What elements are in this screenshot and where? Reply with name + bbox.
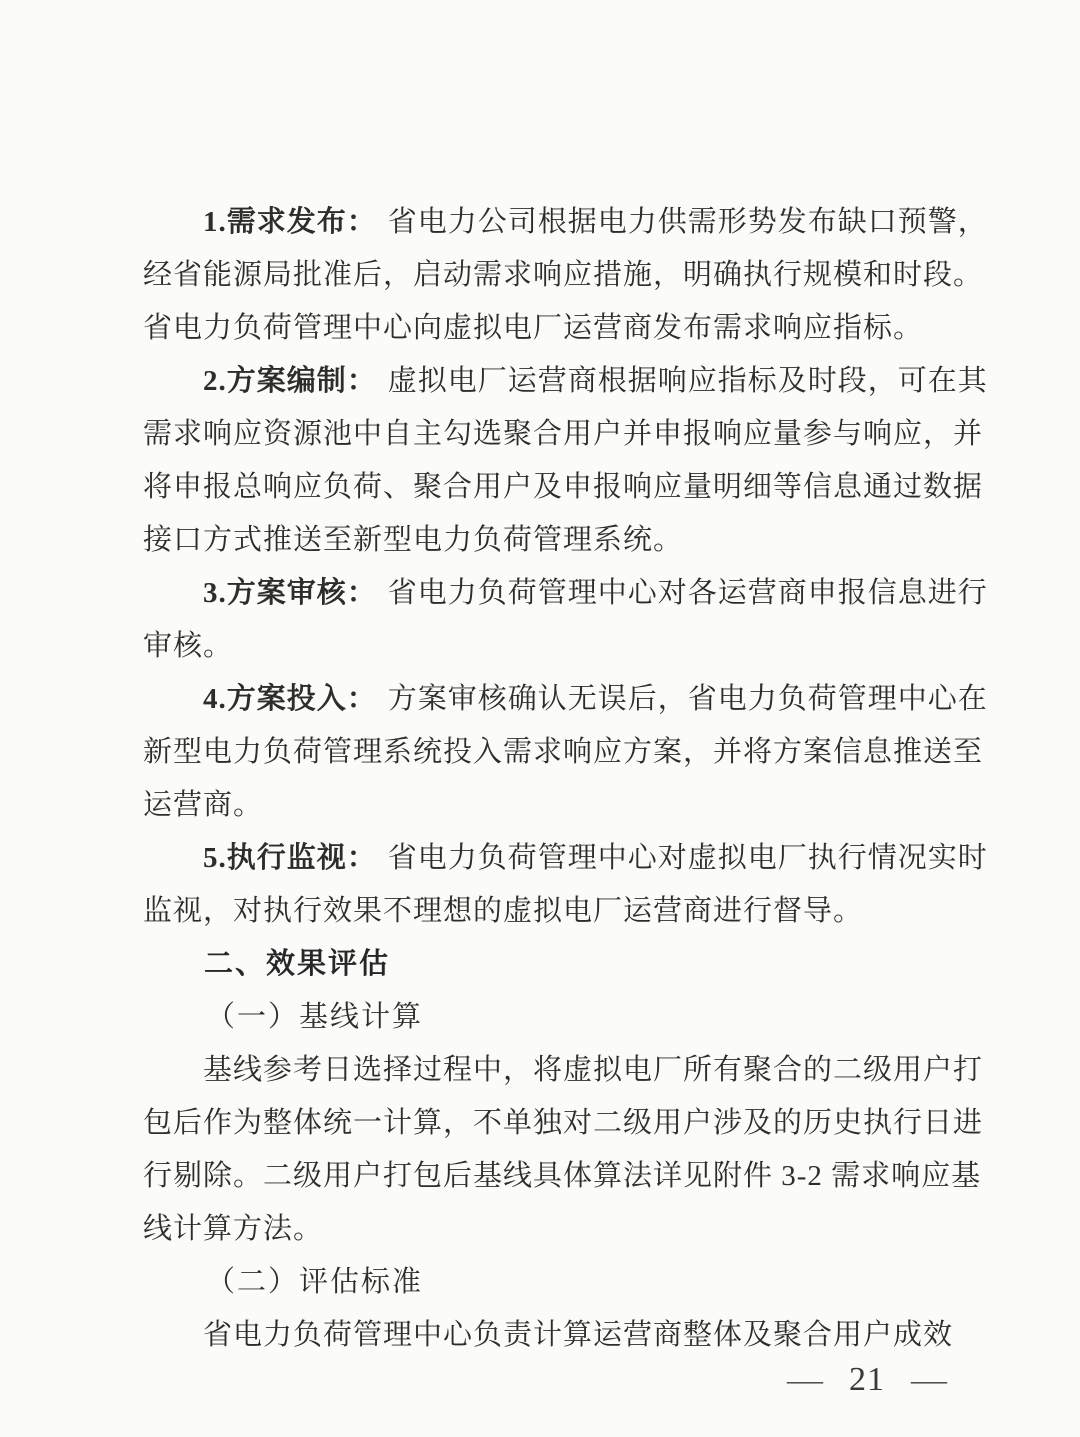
item-4-label: 4.方案投入： bbox=[203, 683, 377, 715]
paragraph-4-line-1 bbox=[143, 673, 988, 726]
paragraph-2-line-4: 接口方式推送至新型电力负荷管理系统。 bbox=[143, 524, 684, 556]
standard-paragraph-line-1: 省电力负荷管理中心负责计算运营商整体及聚合用户成效 bbox=[203, 1319, 954, 1351]
baseline-paragraph-line-3: 行剔除。二级用户打包后基线具体算法详见附件 3-2 需求响应基 bbox=[143, 1160, 982, 1192]
section-heading: 二、效果评估 bbox=[204, 948, 391, 980]
sub-heading-1: （一）基线计算 bbox=[206, 1001, 424, 1033]
paragraph-text: 方案审核确认无误后，省电力负荷管理中心在 bbox=[387, 683, 988, 715]
paragraph-2-line-2: 需求响应资源池中自主勾选聚合用户并申报响应量参与响应，并 bbox=[143, 418, 984, 450]
page-number: 21 bbox=[849, 1361, 885, 1398]
sub-heading-2: （二）评估标准 bbox=[206, 1266, 424, 1298]
page-footer bbox=[787, 1356, 947, 1404]
paragraph-text: 虚拟电厂运营商根据响应指标及时段，可在其 bbox=[387, 365, 988, 397]
baseline-paragraph-line-2: 包后作为整体统一计算，不单独对二级用户涉及的历史执行日进 bbox=[143, 1107, 984, 1139]
paragraph-1-line-2: 经省能源局批准后，启动需求响应措施，明确执行规模和时段。 bbox=[143, 259, 984, 291]
paragraph-5-line-1 bbox=[143, 832, 988, 885]
paragraph-3-line-1 bbox=[143, 567, 988, 620]
paragraph-1-line-3: 省电力负荷管理中心向虚拟电厂运营商发布需求响应指标。 bbox=[143, 312, 924, 344]
paragraph-2-line-3: 将申报总响应负荷、聚合用户及申报响应量明细等信息通过数据 bbox=[143, 471, 984, 503]
paragraph-text: 省电力负荷管理中心对各运营商申报信息进行 bbox=[387, 577, 988, 609]
paragraph-3-line-2: 审核。 bbox=[143, 630, 234, 662]
paragraph-2-line-1 bbox=[143, 355, 988, 408]
paragraph-text: 省电力公司根据电力供需形势发布缺口预警， bbox=[387, 206, 988, 238]
item-1-label: 1.需求发布： bbox=[203, 206, 377, 238]
item-2-label: 2.方案编制： bbox=[203, 365, 377, 397]
paragraph-5-line-2: 监视，对执行效果不理想的虚拟电厂运营商进行督导。 bbox=[143, 895, 864, 927]
footer-dash-right: — bbox=[911, 1364, 947, 1396]
item-3-label: 3.方案审核： bbox=[203, 577, 377, 609]
paragraph-4-line-3: 运营商。 bbox=[143, 789, 264, 821]
baseline-paragraph-line-4: 线计算方法。 bbox=[143, 1213, 324, 1245]
paragraph-text: 省电力负荷管理中心对虚拟电厂执行情况实时 bbox=[387, 842, 988, 874]
document-body bbox=[143, 196, 988, 1362]
baseline-paragraph-line-1: 基线参考日选择过程中，将虚拟电厂所有聚合的二级用户打 bbox=[203, 1054, 984, 1086]
item-5-label: 5.执行监视： bbox=[203, 842, 377, 874]
footer-dash-left: — bbox=[787, 1364, 823, 1396]
paragraph-1-line-1 bbox=[143, 196, 988, 249]
paragraph-4-line-2: 新型电力负荷管理系统投入需求响应方案，并将方案信息推送至 bbox=[143, 736, 984, 768]
